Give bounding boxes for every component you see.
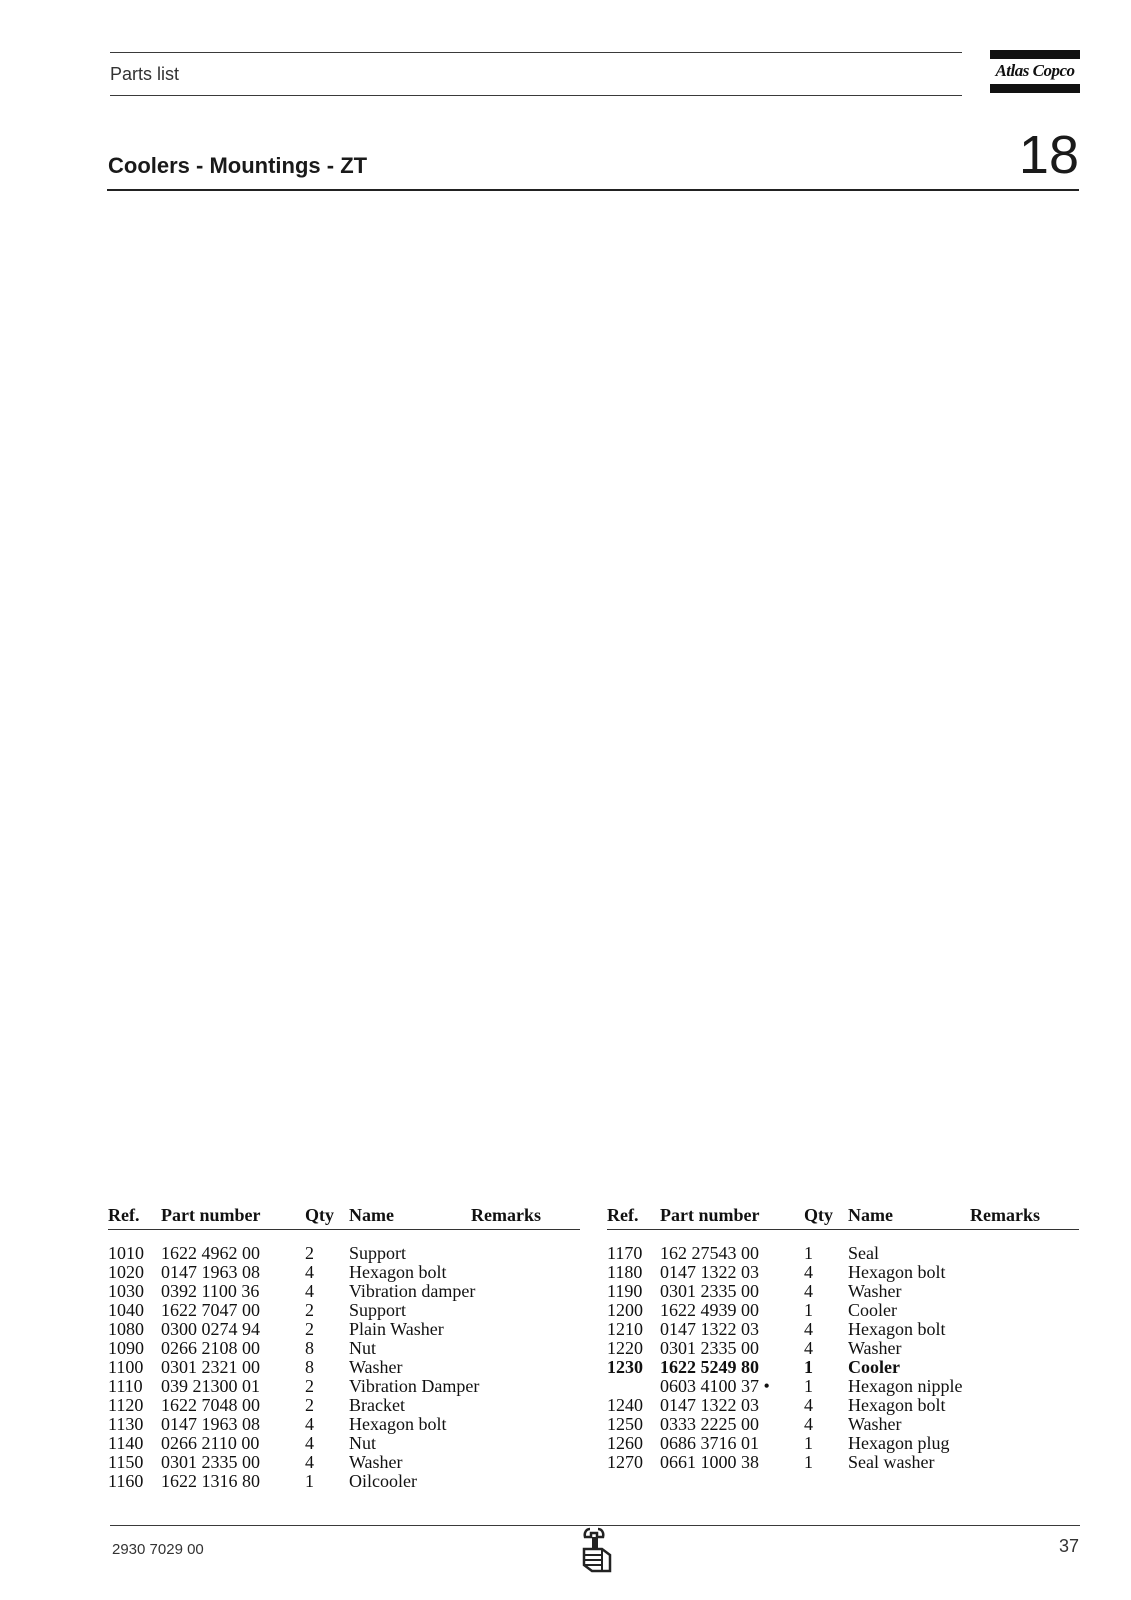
- cell-part: 162 27543 00: [660, 1243, 759, 1263]
- table-row: [108, 1320, 580, 1339]
- cell-name: Seal washer: [848, 1452, 935, 1472]
- cell-ref: 1150: [108, 1452, 144, 1472]
- table-row: [108, 1244, 580, 1263]
- table-row: [108, 1263, 580, 1282]
- cell-qty: 2: [305, 1319, 314, 1339]
- cell-name: Nut: [349, 1338, 376, 1358]
- cell-part: 0147 1322 03: [660, 1319, 759, 1339]
- cell-name: Washer: [848, 1414, 902, 1434]
- cell-ref: 1030: [108, 1281, 144, 1301]
- cell-ref: 1230: [607, 1357, 643, 1377]
- cell-qty: 2: [305, 1376, 314, 1396]
- table-row: [607, 1377, 1079, 1396]
- cell-part: 0147 1963 08: [161, 1414, 260, 1434]
- cell-qty: 8: [305, 1338, 314, 1358]
- document-number: 2930 7029 00: [112, 1541, 204, 1558]
- cell-part: 0603 4100 37 •: [660, 1376, 770, 1396]
- header-qty: Qty: [804, 1205, 833, 1225]
- cell-qty: 1: [804, 1452, 813, 1472]
- table-row: [607, 1396, 1079, 1415]
- cell-ref: 1020: [108, 1262, 144, 1282]
- cell-part: 1622 1316 80: [161, 1471, 260, 1491]
- cell-name: Hexagon bolt: [848, 1395, 946, 1415]
- table-row: [108, 1339, 580, 1358]
- cell-name: Washer: [349, 1357, 403, 1377]
- cell-part: 1622 4939 00: [660, 1300, 759, 1320]
- cell-qty: 4: [305, 1452, 314, 1472]
- cell-qty: 4: [804, 1395, 813, 1415]
- cell-ref: 1080: [108, 1319, 144, 1339]
- logo-text: Atlas Copco: [995, 61, 1075, 80]
- table-row: [607, 1339, 1079, 1358]
- cell-ref: 1170: [607, 1243, 643, 1263]
- header-part: Part number: [161, 1205, 261, 1225]
- cell-name: Cooler: [848, 1357, 900, 1377]
- cell-ref: 1200: [607, 1300, 643, 1320]
- table-row: [607, 1434, 1079, 1453]
- cell-part: 0333 2225 00: [660, 1414, 759, 1434]
- header-remarks: Remarks: [471, 1205, 541, 1225]
- cell-name: Hexagon bolt: [349, 1262, 447, 1282]
- cell-ref: 1220: [607, 1338, 643, 1358]
- cell-qty: 1: [804, 1433, 813, 1453]
- table-header: [108, 1203, 580, 1230]
- cell-part: 0147 1322 03: [660, 1262, 759, 1282]
- cell-qty: 1: [804, 1300, 813, 1320]
- cell-part: 0301 2335 00: [660, 1338, 759, 1358]
- section-number: 18: [1018, 125, 1079, 185]
- cell-name: Hexagon nipple: [848, 1376, 963, 1396]
- cell-part: 1622 4962 00: [161, 1243, 260, 1263]
- table-row: [108, 1377, 580, 1396]
- cell-qty: 4: [305, 1414, 314, 1434]
- cell-ref: 1090: [108, 1338, 144, 1358]
- cell-qty: 4: [804, 1338, 813, 1358]
- cell-name: Washer: [349, 1452, 403, 1472]
- table-row: [108, 1282, 580, 1301]
- cell-ref: 1210: [607, 1319, 643, 1339]
- cell-part: 1622 7048 00: [161, 1395, 260, 1415]
- cell-part: 0147 1963 08: [161, 1262, 260, 1282]
- parts-table-right: [607, 1203, 1079, 1472]
- cell-ref: 1190: [607, 1281, 643, 1301]
- cell-part: 0147 1322 03: [660, 1395, 759, 1415]
- cell-qty: 4: [804, 1414, 813, 1434]
- cell-part: 0266 2108 00: [161, 1338, 260, 1358]
- cell-qty: 4: [305, 1433, 314, 1453]
- cell-qty: 2: [305, 1300, 314, 1320]
- parts-table-left: [108, 1203, 580, 1491]
- cell-qty: 4: [804, 1319, 813, 1339]
- table-row: [607, 1415, 1079, 1434]
- cell-part: 1622 7047 00: [161, 1300, 260, 1320]
- cell-name: Vibration damper: [349, 1281, 476, 1301]
- cell-part: 0300 0274 94: [161, 1319, 260, 1339]
- footer-rule: [110, 1525, 1080, 1526]
- cell-ref: 1260: [607, 1433, 643, 1453]
- cell-part: 0661 1000 38: [660, 1452, 759, 1472]
- cell-part: 0266 2110 00: [161, 1433, 260, 1453]
- cell-part: 039 21300 01: [161, 1376, 260, 1396]
- cell-name: Oilcooler: [349, 1471, 417, 1491]
- cell-part: 0301 2335 00: [660, 1281, 759, 1301]
- section-title-rule: [107, 189, 1079, 191]
- cell-name: Support: [349, 1300, 407, 1320]
- cell-ref: 1180: [607, 1262, 643, 1282]
- table-row: [108, 1301, 580, 1320]
- cell-ref: 1140: [108, 1433, 144, 1453]
- table-row: [607, 1282, 1079, 1301]
- table-row: [108, 1415, 580, 1434]
- table-row: [607, 1453, 1079, 1472]
- header-bottom-rule: [110, 95, 962, 96]
- cell-name: Plain Washer: [349, 1319, 444, 1339]
- cell-name: Nut: [349, 1433, 376, 1453]
- table-row: [607, 1244, 1079, 1263]
- cell-qty: 1: [804, 1243, 813, 1263]
- table-row: [108, 1453, 580, 1472]
- cell-ref: 1160: [108, 1471, 144, 1491]
- table-row: [607, 1320, 1079, 1339]
- cell-name: Washer: [848, 1281, 902, 1301]
- service-wrench-icon: [578, 1527, 616, 1575]
- cell-name: Washer: [848, 1338, 902, 1358]
- header-qty: Qty: [305, 1205, 334, 1225]
- cell-ref: 1130: [108, 1414, 144, 1434]
- table-row: [108, 1358, 580, 1377]
- cell-part: 0301 2335 00: [161, 1452, 260, 1472]
- table-row: [108, 1434, 580, 1453]
- cell-qty: 2: [305, 1243, 314, 1263]
- cell-qty: 4: [305, 1281, 314, 1301]
- header-remarks: Remarks: [970, 1205, 1040, 1225]
- cell-qty: 4: [804, 1281, 813, 1301]
- cell-name: Support: [349, 1243, 407, 1263]
- section-title: Coolers - Mountings - ZT: [108, 153, 368, 178]
- table-row: [108, 1396, 580, 1415]
- header-part: Part number: [660, 1205, 760, 1225]
- cell-part: 0392 1100 36: [161, 1281, 260, 1301]
- cell-qty: 2: [305, 1395, 314, 1415]
- table-header: [607, 1203, 1079, 1230]
- table-row: [607, 1301, 1079, 1320]
- cell-name: Seal: [848, 1243, 879, 1263]
- cell-qty: 1: [804, 1376, 813, 1396]
- table-row: [607, 1358, 1079, 1377]
- cell-name: Hexagon bolt: [848, 1319, 946, 1339]
- cell-ref: 1110: [108, 1376, 143, 1396]
- cell-name: Vibration Damper: [349, 1376, 480, 1396]
- cell-part: 0686 3716 01: [660, 1433, 759, 1453]
- cell-name: Hexagon bolt: [848, 1262, 946, 1282]
- cell-ref: 1100: [108, 1357, 144, 1377]
- cell-ref: 1270: [607, 1452, 643, 1472]
- cell-ref: 1040: [108, 1300, 144, 1320]
- cell-name: Hexagon bolt: [349, 1414, 447, 1434]
- cell-name: Bracket: [349, 1395, 405, 1415]
- cell-qty: 1: [305, 1471, 314, 1491]
- cell-name: Hexagon plug: [848, 1433, 950, 1453]
- header-ref: Ref.: [108, 1205, 140, 1225]
- header-ref: Ref.: [607, 1205, 639, 1225]
- cell-qty: 1: [804, 1357, 813, 1377]
- atlas-copco-logo: [990, 50, 1080, 94]
- cell-qty: 8: [305, 1357, 314, 1377]
- header-name: Name: [848, 1205, 893, 1225]
- header-label: Parts list: [110, 64, 180, 84]
- cell-ref: 1010: [108, 1243, 144, 1263]
- cell-qty: 4: [804, 1262, 813, 1282]
- cell-qty: 4: [305, 1262, 314, 1282]
- table-row: [607, 1263, 1079, 1282]
- table-row: [108, 1472, 580, 1491]
- cell-name: Cooler: [848, 1300, 897, 1320]
- header-top-rule: [110, 52, 962, 53]
- cell-part: 1622 5249 80: [660, 1357, 759, 1377]
- header-name: Name: [349, 1205, 394, 1225]
- cell-part: 0301 2321 00: [161, 1357, 260, 1377]
- page-number: 37: [1058, 1536, 1079, 1556]
- cell-ref: 1120: [108, 1395, 144, 1415]
- cell-ref: 1240: [607, 1395, 643, 1415]
- cell-ref: 1250: [607, 1414, 643, 1434]
